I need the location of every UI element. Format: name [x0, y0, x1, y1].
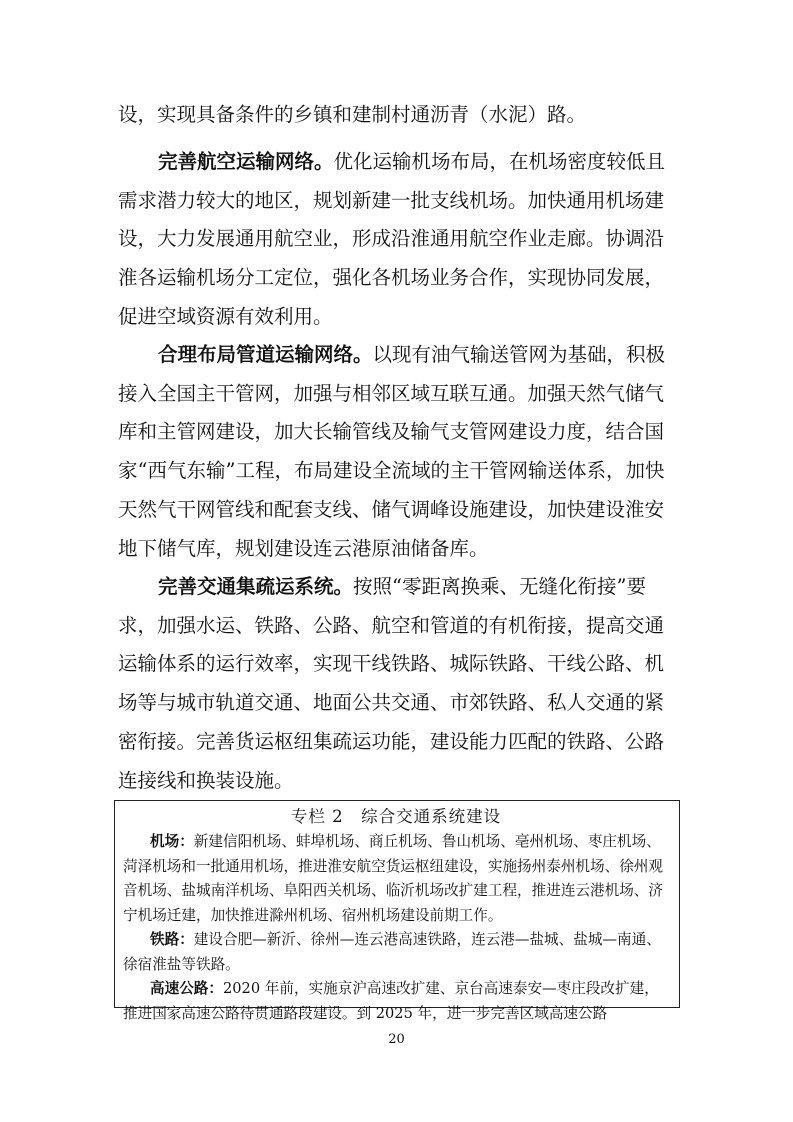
text-pipeline: 以现有油气输送管网为基础，积极接入全国主干管网，加强与相邻区域互联互通。加强天然气储气库和主管网建设，加大长输管线及输气支管网建设力度，结合国家“西气东输”工程，布局建设全流域的主干管网输送体系，加快天然气干网管线和配套支线、储气调峰设施建设，加快建设淮安地下储气库，规划建设连云港原油储备库。	[118, 343, 666, 560]
box-airport-item	[123, 830, 669, 928]
paragraph-continuation: 设，实现具备条件的乡镇和建制村通沥青（水泥）路。	[118, 103, 587, 126]
box-rail-text: 建设合肥—新沂、徐州—连云港高速铁路，连云港—盐城、盐城—南通、徐宿淮盐等铁路。	[123, 931, 661, 973]
text-aviation: 优化运输机场布局，在机场密度较低且需求潜力较大的地区，规划新建一批支线机场。加快通用机场建设，大力发展通用航空业，形成沿淮通用航空作业走廊。协调沿淮各运输机场分工定位，强化各机场业务合作，实现协同发展，促进空域资源有效利用。	[118, 150, 666, 328]
column-box-title: 专栏 2 综合交通系统建设	[290, 807, 502, 826]
column-box	[114, 800, 680, 1022]
box-airport-label: 机场：	[150, 833, 194, 850]
paragraph-pipeline	[118, 336, 678, 568]
box-highway-item	[123, 977, 669, 1026]
paragraph-aviation	[118, 143, 678, 337]
paragraph-transfer-system	[118, 568, 678, 800]
text-transfer-system: 按照“零距离换乘、无缝化衔接”要求，加强水运、铁路、公路、航空和管道的有机衔接，提高交通运输体系的运行效率，实现干线铁路、城际铁路、干线公路、机场等与城市轨道交通、地面公共交通、市郊铁路、私人交通的紧密衔接。完善货运枢纽集疏运功能，建设能力匹配的铁路、公路连接线和换装设施。	[118, 575, 665, 792]
box-rail-label: 铁路：	[150, 931, 194, 948]
page-number: 20	[388, 1032, 405, 1047]
heading-aviation: 完善航空运输网络。	[158, 150, 334, 173]
box-airport-text: 新建信阳机场、蚌埠机场、商丘机场、鲁山机场、亳州机场、枣庄机场、菏泽机场和一批通用机场，推进淮安航空货运枢纽建设，实施扬州泰州机场、徐州观音机场、盐城南洋机场、阜阳西关机场、临沂机场改扩建工程，推进连云港机场、济宁机场迁建，加快推进滁州机场、宿州机场建设前期工作。	[123, 833, 663, 924]
box-highway-label: 高速公路：	[150, 980, 223, 997]
box-highway-text: 2020 年前，实施京沪高速改扩建、京台高速泰安—枣庄段改扩建，推进国家高速公路待贯通路段建设。到 2025 年，进一步完善区域高速公路	[123, 980, 659, 1022]
heading-pipeline: 合理布局管道运输网络。	[158, 343, 373, 366]
heading-transfer-system: 完善交通集疏运系统。	[158, 575, 354, 598]
box-rail-item	[123, 928, 669, 977]
